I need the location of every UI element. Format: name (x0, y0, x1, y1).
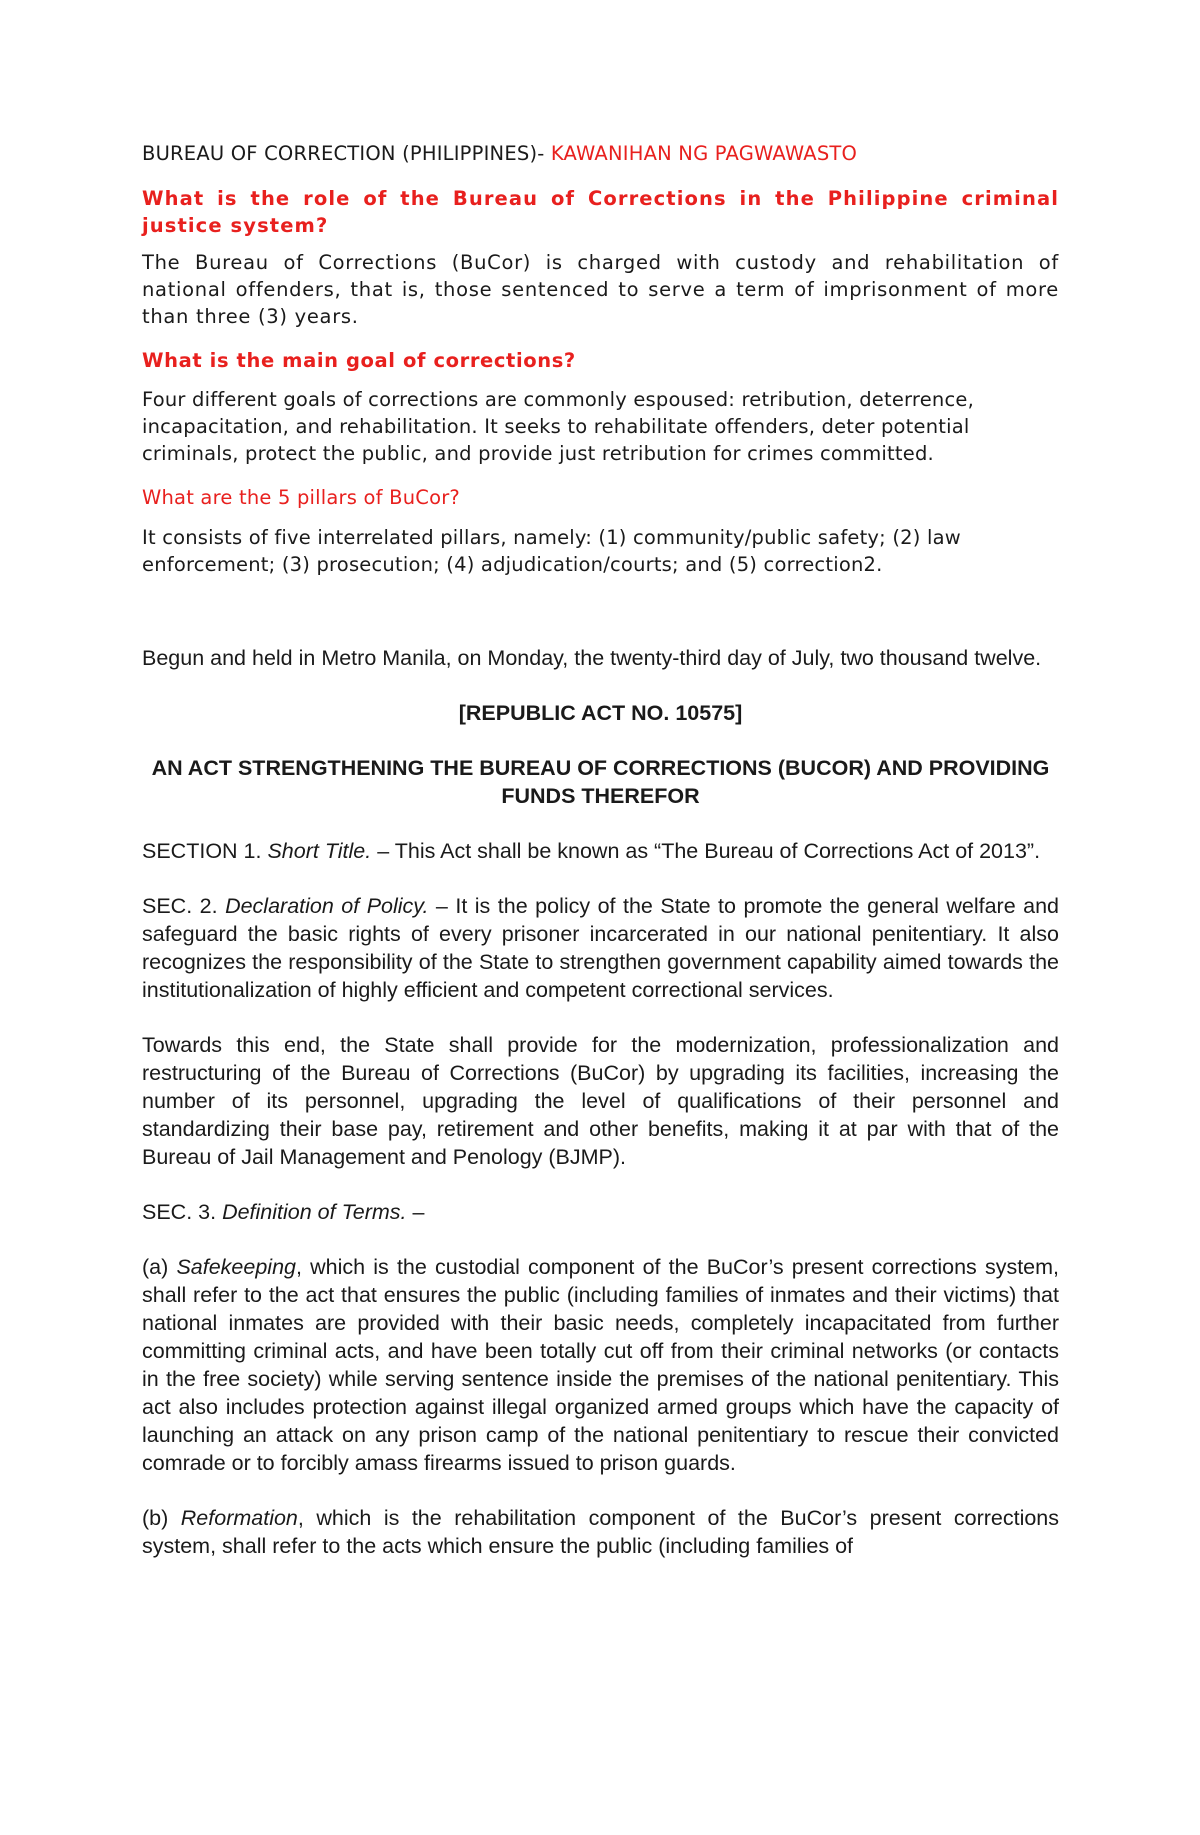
definition-b-term: Reformation (180, 1506, 298, 1530)
question-goal: What is the main goal of corrections? (142, 349, 576, 372)
document-page (142, 140, 1059, 1560)
definition-a-label: (a) (142, 1255, 177, 1279)
answer-role: The Bureau of Corrections (BuCor) is charged with custody and rehabilitation of national offenders, that is, those sentenced to serve a term of imprisonment of more than three (3) years. (142, 251, 1059, 328)
section-1 (142, 837, 1059, 865)
definition-b-text: , which is the rehabilitation component of the BuCor’s present corrections system, shall refer to the acts which ensure the public (including families of (142, 1506, 1060, 1558)
answer-goal: Four different goals of corrections are commonly espoused: retribution, deterrence, incapacitation, and rehabilitation. It seeks to rehabilitate offenders, deter potential criminals, protect the public, and provide just retribution for crimes committed. (142, 388, 974, 465)
definition-b (142, 1504, 1059, 1560)
act-title: AN ACT STRENGTHENING THE BUREAU OF CORRECTIONS (BUCOR) AND PROVIDING FUNDS THEREFOR (151, 756, 1050, 808)
section-2-text: – It is the policy of the State to promote the general welfare and safeguard the basic rights of every prisoner incarcerated in our national penitentiary. It also recognizes the responsibility of the State to strengthen government capability aimed towards the institutionalization of highly efficient and competent correctional services. (142, 894, 1060, 1002)
section-1-text: – This Act shall be known as “The Bureau of Corrections Act of 2013”. (371, 839, 1041, 863)
section-2-heading: Declaration of Policy. (225, 894, 429, 918)
title-english: BUREAU OF CORRECTION (PHILIPPINES)- (142, 142, 551, 165)
section-1-label: SECTION 1. (142, 839, 268, 863)
section-2-towards: Towards this end, the State shall provide for the modernization, professionalization and restructuring of the Bureau of Corrections (BuCor) by upgrading its facilities, increasing the number of its personnel, upgrading the level of qualifications of their personnel and standardizing their base pay, retirement and other benefits, making it at par with that of the Bureau of Jail Management and Penology (BJMP). (142, 1033, 1059, 1169)
definition-b-label: (b) (142, 1506, 181, 1530)
section-2 (142, 892, 1059, 1004)
section-2-label: SEC. 2. (142, 894, 226, 918)
question-pillars: What are the 5 pillars of BuCor? (142, 486, 460, 509)
section-3 (142, 1198, 1059, 1226)
title-filipino: KAWANIHAN NG PAGWAWASTO (550, 142, 858, 165)
act-intro: Begun and held in Metro Manila, on Monday, the twenty-third day of July, two thousand twelve. (142, 646, 1042, 670)
section-3-heading: Definition of Terms. (222, 1200, 407, 1224)
definition-a (142, 1253, 1059, 1477)
definition-a-text: , which is the custodial component of the BuCor’s present corrections system, shall refer to the act that ensures the public (including families of inmates and their victims) that national inmates are provided with their basic needs, completely incapacitated from further committing criminal acts, and have been totally cut off from their criminal networks (or contacts in the free society) while serving sentence inside the premises of the national penitentiary. This act also includes protection against illegal organized armed groups which have the capacity of launching an attack on any prison camp of the national penitentiary to rescue their convicted comrade or to forcibly amass firearms issued to prison guards. (142, 1255, 1060, 1475)
document-title (142, 140, 1059, 167)
section-3-label: SEC. 3. (142, 1200, 223, 1224)
section-3-text: – (406, 1200, 425, 1224)
definition-a-term: Safekeeping (176, 1255, 296, 1279)
section-1-heading: Short Title. (267, 839, 372, 863)
question-role: What is the role of the Bureau of Corrections in the Philippine criminal justice system? (142, 187, 1059, 237)
act-number: [REPUBLIC ACT NO. 10575] (458, 701, 743, 725)
answer-pillars: It consists of five interrelated pillars, namely: (1) community/public safety; (2) law enforcement; (3) prosecution; (4) adjudication/courts; and (5) correction2. (142, 526, 961, 576)
